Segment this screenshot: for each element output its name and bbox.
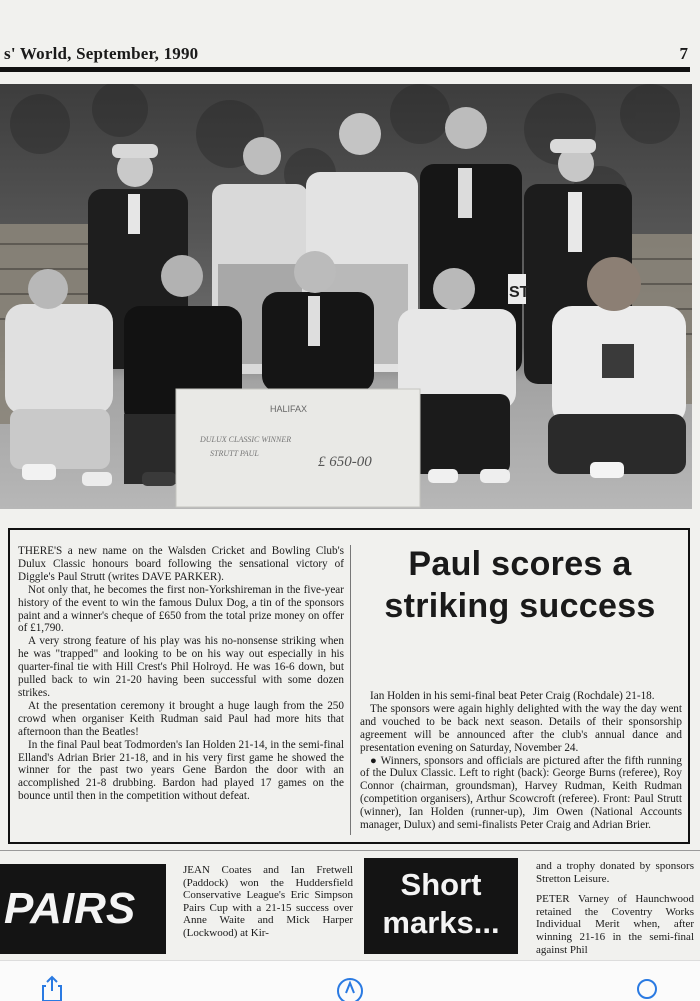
- svg-text:HALIFAX: HALIFAX: [270, 404, 308, 414]
- short-marks-line: marks...: [382, 905, 500, 940]
- presentation-cheque: [176, 389, 420, 507]
- photo-caption: ● Winners, sponsors and officials are pictured after the fifth running of the Dulux Classic. Left to right (back): George Burns (referee), Roy Connor (chairman, groundsman), Harvey Rudman, Keith Rudman (competition organisers), Arthur Scowcroft (referee). Front: Paul Strutt (winner), Ian Holden (runner-up), Jim Owen (National Accounts manager, Dulux) and semi-finalists Peter Craig and Adrian Brier.: [360, 754, 682, 832]
- short-marks-line: Short: [400, 867, 482, 902]
- article-paragraph: PETER Varney of Haunchwood retained the Coventry Works Individual Merit when, after winning 21-16 in the semi-final against Phil: [536, 893, 694, 956]
- short-marks-article: [536, 860, 694, 956]
- short-marks-heading: [364, 858, 518, 954]
- article-paragraph: Not only that, he becomes the first non-Yorkshireman in the five-year history of the event to win the famous Dulux Dog, a tin of the sponsors paint and a winner's cheque of £650 from the total prize money on offer of £1,790.: [18, 583, 344, 635]
- search-button[interactable]: [632, 975, 664, 1001]
- publication-title: s' World, September, 1990: [4, 44, 199, 63]
- search-icon: [636, 975, 660, 1001]
- share-icon: [40, 975, 64, 1001]
- column-divider: [350, 545, 351, 835]
- page-header: [0, 40, 700, 66]
- markup-button[interactable]: [334, 975, 366, 1001]
- svg-text:DULUX CLASSIC WINNER: DULUX CLASSIC WINNER: [200, 435, 292, 444]
- pairs-heading: PAIRS: [0, 864, 166, 954]
- svg-text:STRUTT PAUL: STRUTT PAUL: [210, 449, 259, 458]
- pairs-article: JEAN Coates and Ian Fretwell (Paddock) won the Huddersfield Conservative League's Eric Simpson Pairs Cup with a 21-15 success over Anne Waite and Mick Harper (Lockwood) at Kir-: [183, 864, 353, 939]
- article-paragraph: In the final Paul beat Todmorden's Ian Holden 21-14, in the semi-final Elland's Adrian Brier 21-18, and in his very first game he showed the winner for the past two years Gene Bardon the door with an accomplished 21-8 drubbing. Bardon had played 17 games on the bounce until then in the competition without defeat.: [18, 738, 344, 803]
- section-rule: [0, 850, 700, 851]
- article-headline: [352, 543, 688, 627]
- article-paragraph: At the presentation ceremony it brought a huge laugh from the 250 crowd when organiser Keith Rudman said Paul had more hits that afternoon than the Beatles!: [18, 699, 344, 738]
- team-photo: [0, 84, 692, 509]
- page-number: 7: [679, 44, 688, 63]
- headline-line: Paul scores a: [408, 545, 632, 583]
- article-paragraph: Ian Holden in his semi-final beat Peter Craig (Rochdale) 21-18.: [370, 690, 655, 702]
- article-paragraph: The sponsors were again highly delighted with the way the day went and vouched to be back next season. Details of their sponsorship agreement will be announced after the club's annual dance and presentation evening on Saturday, November 24.: [360, 702, 682, 754]
- article-paragraph: A very strong feature of his play was his no-nonsense striking when he was "trapped" and looking to be on his way out especially in his quarter-final tie with Hill Crest's Phil Holroyd. He was 16-6 down, but pulled back to win 21-20 having been successful with some dozen strikes.: [18, 635, 344, 699]
- article-column-left: [18, 545, 344, 803]
- article-column-right: [360, 690, 682, 832]
- svg-text:ST: ST: [509, 284, 530, 301]
- share-button[interactable]: [36, 975, 68, 1001]
- headline-line: striking success: [384, 587, 656, 625]
- svg-text:£ 650-00: £ 650-00: [318, 454, 372, 470]
- viewer-toolbar: [0, 960, 700, 1001]
- article-paragraph: THERE'S a new name on the Walsden Cricket and Bowling Club's Dulux Classic honours board following the sensational victory of Diggle's Paul Strutt (writes DAVE PARKER).: [18, 545, 344, 583]
- article-paragraph: and a trophy donated by sponsors Stretton Leisure.: [536, 860, 694, 885]
- markup-icon: [336, 975, 364, 1001]
- header-rule: [0, 67, 690, 72]
